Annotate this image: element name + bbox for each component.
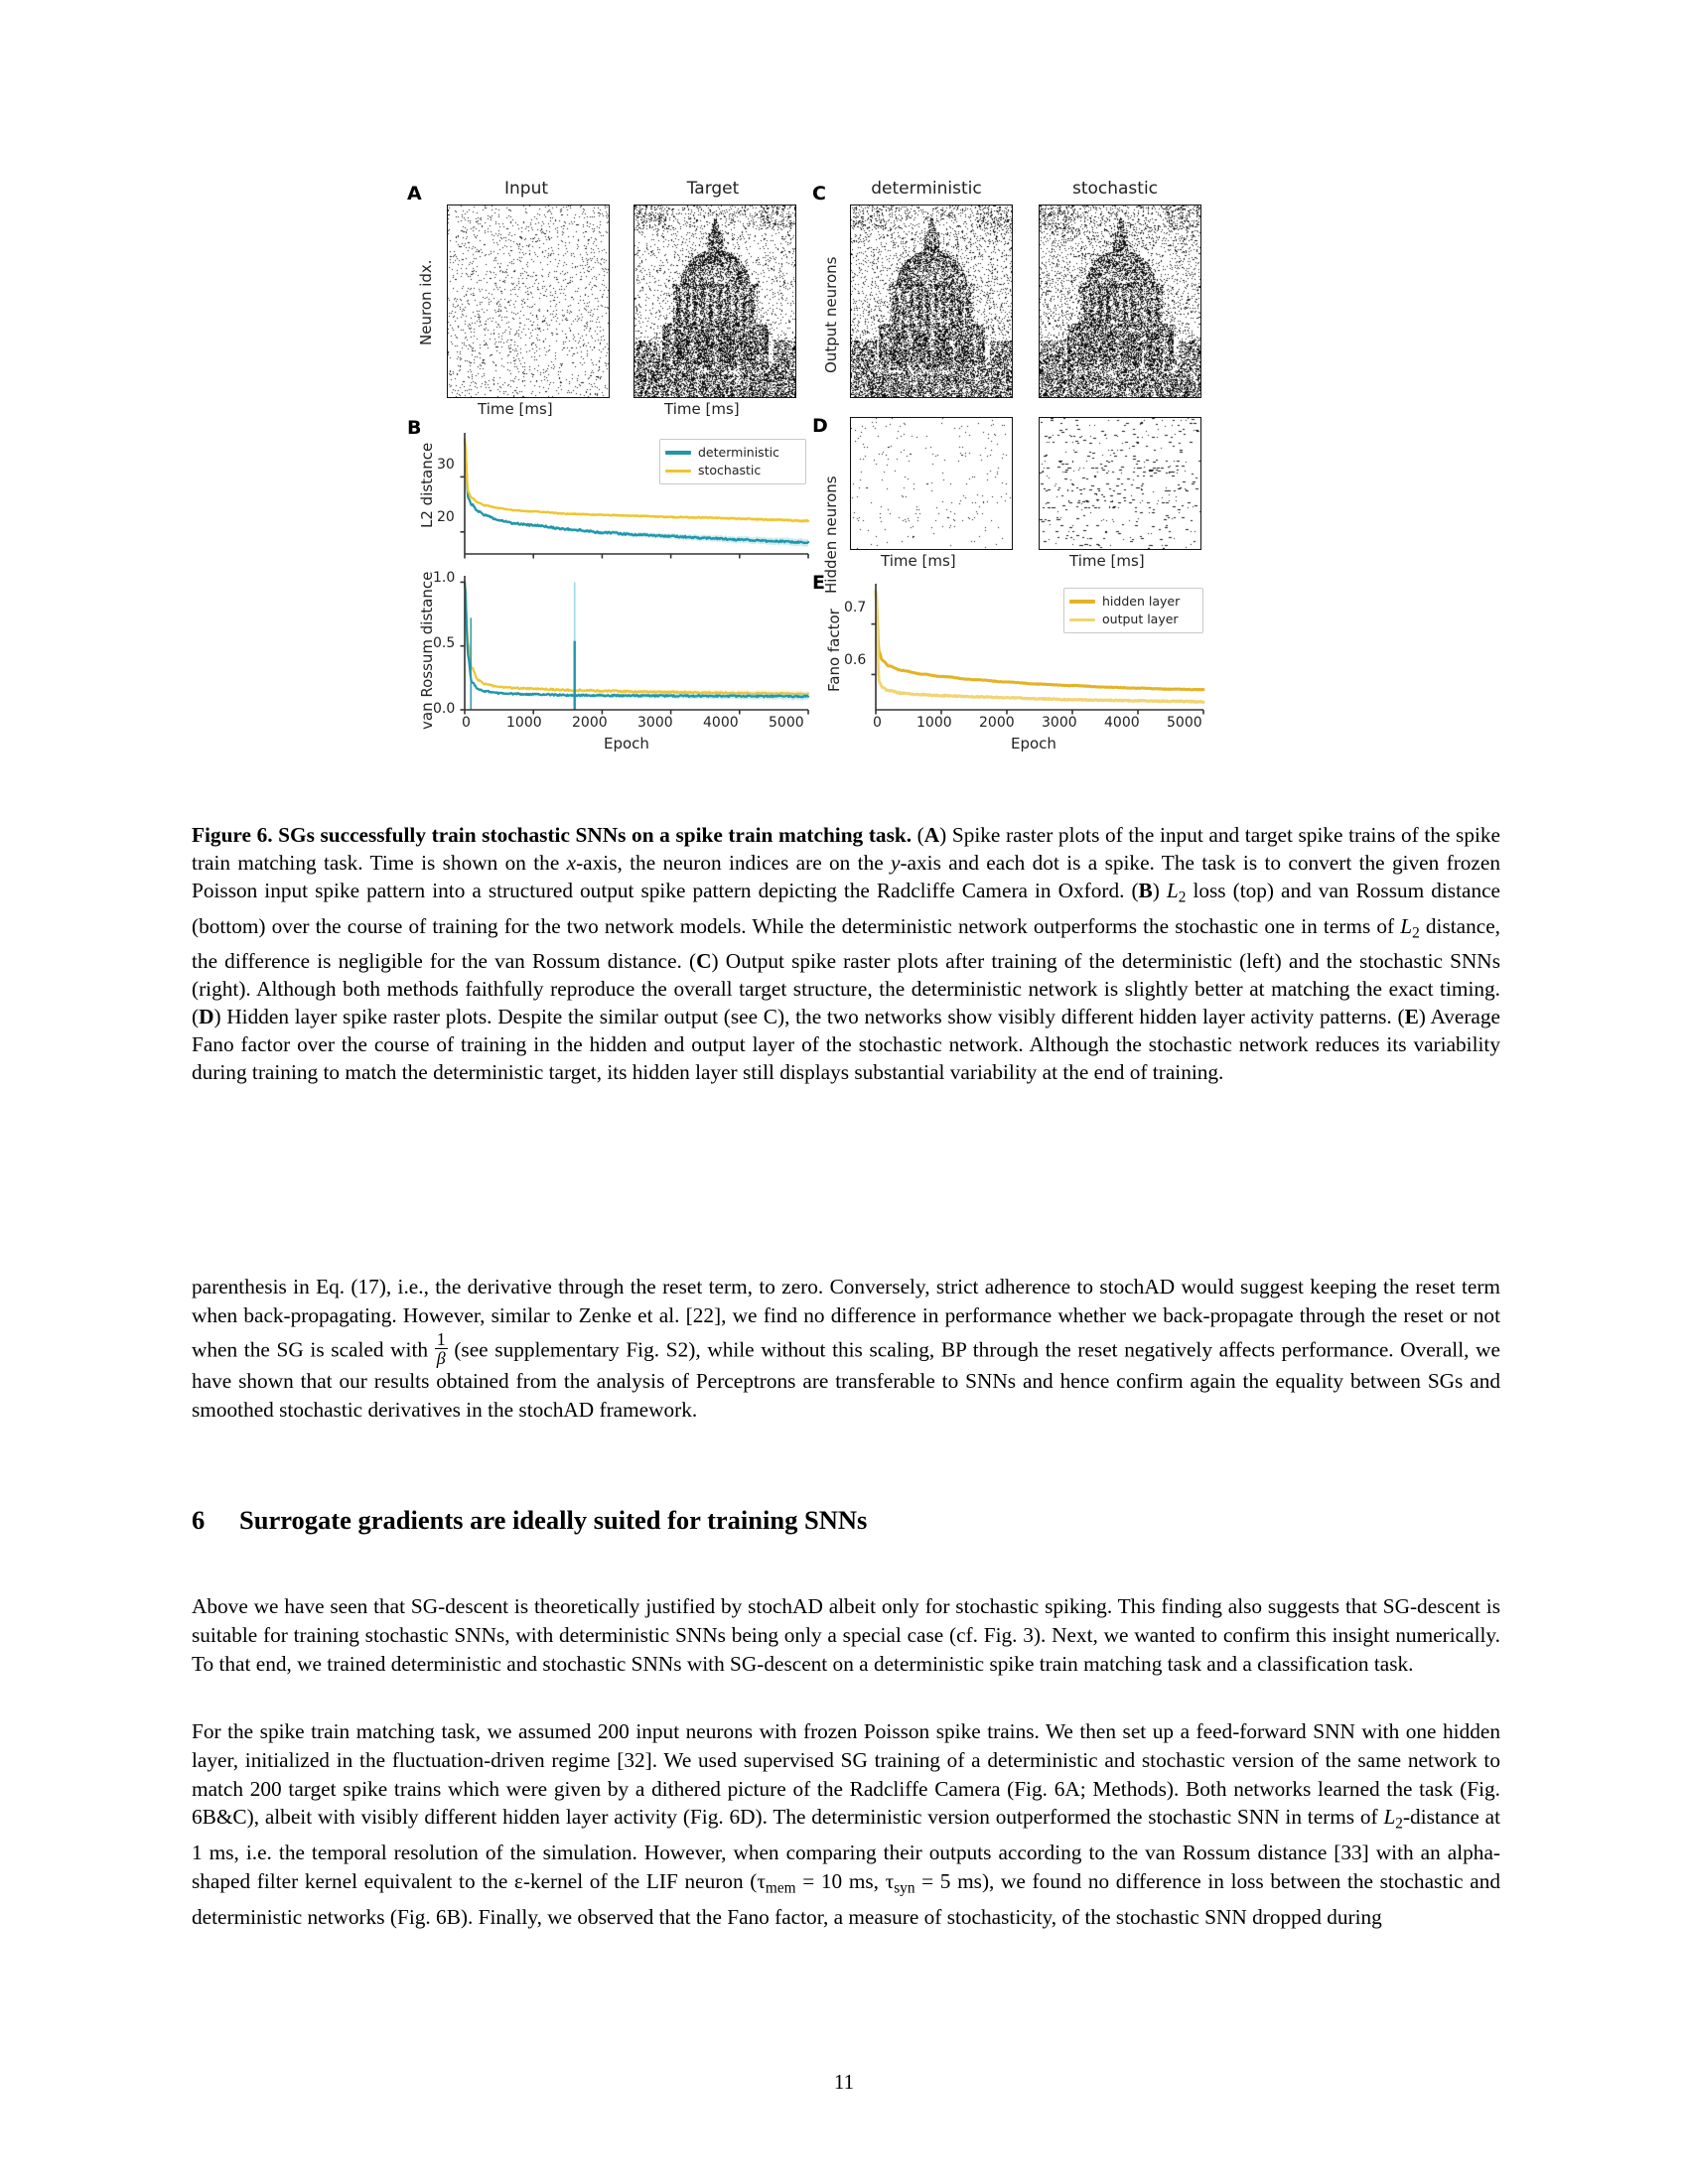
- panel-b-bottom-ytick-00: 0.0: [433, 701, 456, 717]
- panel-e-xtick-0: 0: [873, 715, 882, 731]
- figure-caption: Figure 6. SGs successfully train stochastic SNNs on a spike train matching task. (A) Spike raster plots of the input and target spike trains of the spike train matching task. Time is shown on the x-axis, the neuron indices are on the y-axis and each dot is a spike. The task is to convert the given frozen Poisson input spike pattern into a structured output spike pattern depicting the Radcliffe Camera in Oxford. (B) $L_2$ loss (top) and van Rossum distance (bottom) over the course of training for the two network models. While the deterministic network outperforms the stochastic one in terms of $L_2$ distance, the difference is negligible for the van Rossum distance. (C) Output spike raster plots after training of the deterministic (left) and the stochastic SNNs (right). Although both methods faithfully reproduce the overall target structure, the deterministic network is slightly better at matching the exact timing. (D) Hidden layer spike raster plots. Despite the similar output (see C), the two networks show visibly different hidden layer activity patterns. (E) Average Fano factor over the course of training in the hidden and output layer of the stochastic network. Although the stochastic network reduces its variability during training to match the deterministic target, its hidden layer still displays substantial variability at the end of training.: [192, 823, 1501, 1085]
- section-number: 6: [192, 1505, 206, 1535]
- raster-output-stochastic: [1039, 205, 1201, 398]
- panel-b-bottom-ytick-05: 0.5: [433, 635, 456, 651]
- body-paragraph-2: Above we have seen that SG-descent is theoretically justified by stochAD albeit only for stochastic spiking. This finding also suggests that SG-descent is suitable for training stochastic SNNs, with deterministic SNNs being only a special case (cf. Fig. 3). Next, we wanted to confirm this insight numerically. To that end, we trained deterministic and stochastic SNNs with SG-descent on a deterministic spike train matching task and a classification task.: [192, 1594, 1500, 1676]
- panel-d-ylabel: Hidden neurons: [822, 476, 840, 594]
- panel-letter-d: D: [812, 415, 828, 437]
- panel-a-title-target: Target: [686, 179, 740, 199]
- panel-e-xtick-5000: 5000: [1167, 715, 1202, 731]
- page-number: 11: [833, 2070, 855, 2094]
- panel-b-top-ytick-30: 30: [437, 457, 455, 473]
- panel-a-title-input: Input: [503, 179, 549, 199]
- panel-e-xtick-2000: 2000: [979, 715, 1015, 731]
- raster-output-deterministic: [850, 205, 1013, 398]
- section-heading-6: [192, 1505, 867, 1536]
- panel-letter-e: E: [812, 572, 825, 594]
- panel-letter-a: A: [407, 183, 422, 205]
- panel-b-legend: [659, 439, 806, 484]
- panel-e-xtick-3000: 3000: [1042, 715, 1077, 731]
- panel-letter-c: C: [812, 183, 826, 205]
- panel-b-xtick-3000: 3000: [637, 715, 673, 731]
- legend-row-output-layer: [1069, 611, 1196, 628]
- legend-label-deterministic: deterministic: [698, 445, 779, 460]
- panel-b-bottom-ytick-10: 1.0: [433, 570, 456, 586]
- panel-e-xtick-1000: 1000: [916, 715, 952, 731]
- panel-d-xlabel-right: Time [ms]: [1069, 552, 1145, 570]
- raster-hidden-deterministic: [850, 417, 1013, 550]
- panel-b-xtick-1000: 1000: [506, 715, 542, 731]
- panel-e-xlabel: Epoch: [1011, 735, 1056, 752]
- panel-c-title-stochastic: stochastic: [1071, 179, 1159, 199]
- figure-6: [407, 179, 1301, 814]
- panel-e-xtick-4000: 4000: [1104, 715, 1140, 731]
- panel-a-xlabel-input: Time [ms]: [478, 400, 553, 418]
- panel-b-xtick-0: 0: [462, 715, 471, 731]
- section-title: Surrogate gradients are ideally suited for training SNNs: [239, 1505, 868, 1535]
- panel-b-xtick-5000: 5000: [769, 715, 804, 731]
- legend-label-output-layer: output layer: [1102, 612, 1179, 627]
- raster-hidden-stochastic: [1039, 417, 1201, 550]
- panel-c-ylabel: Output neurons: [822, 256, 840, 373]
- panel-d-xlabel-left: Time [ms]: [881, 552, 956, 570]
- legend-swatch-output-layer: [1069, 618, 1095, 621]
- body-paragraph-1: parenthesis in Eq. (17), i.e., the derivative through the reset term, to zero. Conversely, strict adherence to stochAD would suggest keeping the reset term when back-propagating. However, similar to Zenke et al. [22], we find no difference in performance whether we back-propagate through the reset or not when the SG is scaled with $\frac{1}{\beta}$ (see supplementary Fig. S2), while without this scaling, BP through the reset negatively affects performance. Overall, we have shown that our results obtained from the analysis of Perceptrons are transferable to SNNs and hence confirm again the equality between SGs and smoothed stochastic derivatives in the stochAD framework.: [192, 1275, 1500, 1422]
- panel-b-top-ylabel: L2 distance: [418, 442, 436, 528]
- legend-row-stochastic: [665, 462, 798, 479]
- panel-b-xtick-2000: 2000: [572, 715, 608, 731]
- panel-c-title-deterministic: deterministic: [871, 179, 982, 199]
- body-paragraph-3: For the spike train matching task, we assumed 200 input neurons with frozen Poisson spike trains. We then set up a feed-forward SNN with one hidden layer, initialized in the fluctuation-driven regime [32]. We used supervised SG training of a deterministic and stochastic version of the same network to match 200 target spike trains which were given by a dithered picture of the Radcliffe Camera (Fig. 6A; Methods). Both networks learned the task (Fig. 6B&C), albeit with visibly different hidden layer activity (Fig. 6D). The deterministic version outperformed the stochastic SNN in terms of $L_2$-distance at 1 ms, i.e. the temporal resolution of the simulation. However, when comparing their outputs according to the van Rossum distance [33] with an alpha-shaped filter kernel equivalent to the ε-kernel of the LIF neuron ($\tau_{mem} = 10$ ms, $\tau_{syn} = 5$ ms), we found no difference in loss between the stochastic and deterministic networks (Fig. 6B). Finally, we observed that the Fano factor, a measure of stochasticity, of the stochastic SNN dropped during: [192, 1719, 1501, 1930]
- panel-e-legend: [1063, 588, 1203, 633]
- legend-label-stochastic: stochastic: [698, 463, 762, 478]
- panel-b-bottom-chart: [465, 576, 808, 710]
- raster-input: [447, 205, 610, 398]
- legend-label-hidden-layer: hidden layer: [1102, 594, 1181, 609]
- panel-letter-b: B: [407, 417, 422, 439]
- panel-b-top-ytick-20: 20: [437, 509, 455, 525]
- raster-target: [633, 205, 796, 398]
- panel-e-ytick-06: 0.6: [844, 652, 867, 668]
- panel-b-bottom-ylabel: van Rossum distance: [418, 571, 436, 730]
- panel-a-xlabel-target: Time [ms]: [664, 400, 740, 418]
- legend-row-hidden-layer: [1069, 593, 1196, 611]
- panel-b-xtick-4000: 4000: [703, 715, 739, 731]
- panel-e-ytick-07: 0.7: [844, 600, 867, 615]
- legend-swatch-stochastic: [665, 470, 691, 473]
- panel-b-xlabel: Epoch: [604, 735, 649, 752]
- panel-e-ylabel: Fano factor: [825, 609, 843, 692]
- legend-row-deterministic: [665, 444, 798, 462]
- legend-swatch-hidden-layer: [1069, 600, 1095, 603]
- legend-swatch-deterministic: [665, 451, 691, 454]
- panel-a-ylabel: Neuron idx.: [417, 259, 435, 345]
